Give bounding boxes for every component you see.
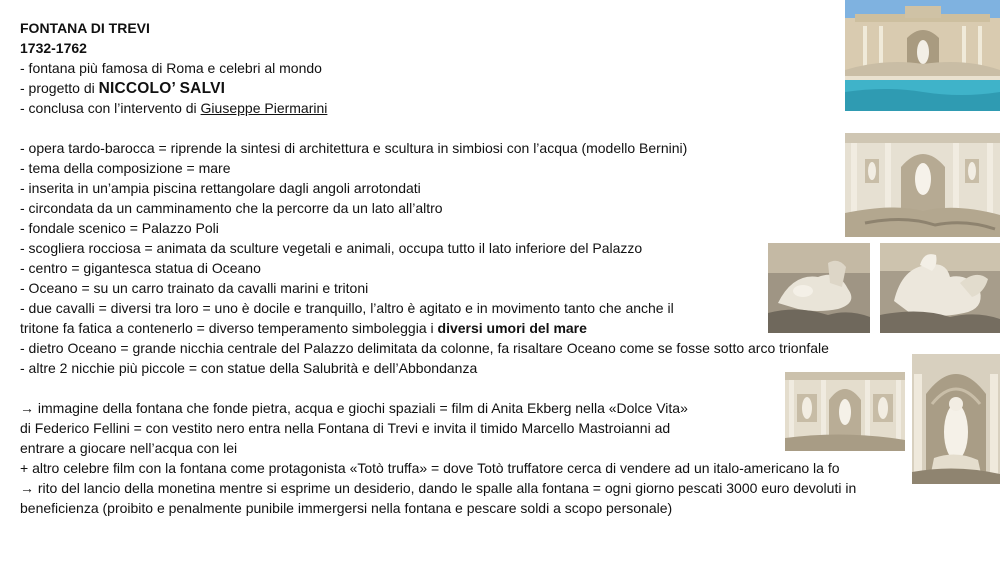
moods-prefix: tritone fa fatica a contenerlo = diverso temperamento simboleggia i — [20, 320, 438, 336]
fountain-overview-photo — [845, 0, 1000, 111]
docile-horse-photo — [768, 243, 870, 333]
text-line: - centro = gigantesca statua di Oceano — [20, 260, 261, 276]
text-line: - circondata da un camminamento che la percorre da un lato all’altro — [20, 200, 443, 216]
slide-dates: 1732-1762 — [20, 40, 87, 56]
text-line: - scogliera rocciosa = animata da sculture vegetali e animali, occupa tutto il lato inferiore del Palazzo — [20, 240, 643, 256]
concluded-prefix: - conclusa con l’intervento di — [20, 100, 201, 116]
text-line: beneficienza (proibito e penalmente punibile immergersi nella fontana e pescare soldi a scopo personale) — [20, 500, 673, 516]
project-prefix: - progetto di — [20, 80, 99, 96]
text-line: di Federico Fellini = con vestito nero entra nella Fontana di Trevi e invita il timido Marcello Mastroianni ad — [20, 420, 671, 436]
text-line: - dietro Oceano = grande nicchia centrale del Palazzo delimitata da colonne, fa risaltare Oceano come se fosse sotto arco trionfale — [20, 340, 829, 356]
text-line: → rito del lancio della monetina mentre si esprime un desiderio, dando le spalle alla fontana = ogni giorno pescati 3000 euro devoluti in — [20, 480, 857, 496]
text-line: - due cavalli = diversi tra loro = uno è docile e tranquillo, l’altro è agitato e in movimento tanto che anche il — [20, 300, 674, 316]
text-line: entrare a giocare nell’acqua con lei — [20, 440, 238, 456]
text-line: - opera tardo-barocca = riprende la sintesi di architettura e scultura in simbiosi con l’acqua (modello Bernini) — [20, 140, 688, 156]
side-niches-photo — [785, 372, 905, 451]
text-line: - Oceano = su un carro trainato da cavalli marini e tritoni — [20, 280, 369, 296]
central-niche-photo — [845, 133, 1000, 237]
text-line: - fontana più famosa di Roma e celebri al mondo — [20, 60, 322, 76]
moods-emphasis: diversi umori del mare — [437, 320, 587, 336]
text-line: - altre 2 nicchie più piccole = con statue della Salubrità e dell’Abbondanza — [20, 360, 478, 376]
slide-title: FONTANA DI TREVI — [20, 20, 150, 36]
text-line: - inserita in un’ampia piscina rettangolare dagli angoli arrotondati — [20, 180, 421, 196]
text-line: - fondale scenico = Palazzo Poli — [20, 220, 219, 236]
text-line: - tema della composizione = mare — [20, 160, 231, 176]
oceanus-statue-photo — [912, 354, 1000, 484]
text-line: + altro celebre film con la fontana come protagonista «Totò truffa» = dove Totò truffatore cerca di vendere ad un italo-americano la fo — [20, 460, 840, 476]
agitated-horse-photo — [880, 243, 1000, 333]
piermarini-name: Giuseppe Piermarini — [200, 100, 328, 116]
text-line: → immagine della fontana che fonde pietra, acqua e giochi spaziali = film di Anita Ekberg nella «Dolce Vita» — [20, 400, 688, 416]
architect-name: NICCOLO’ SALVI — [98, 80, 226, 97]
